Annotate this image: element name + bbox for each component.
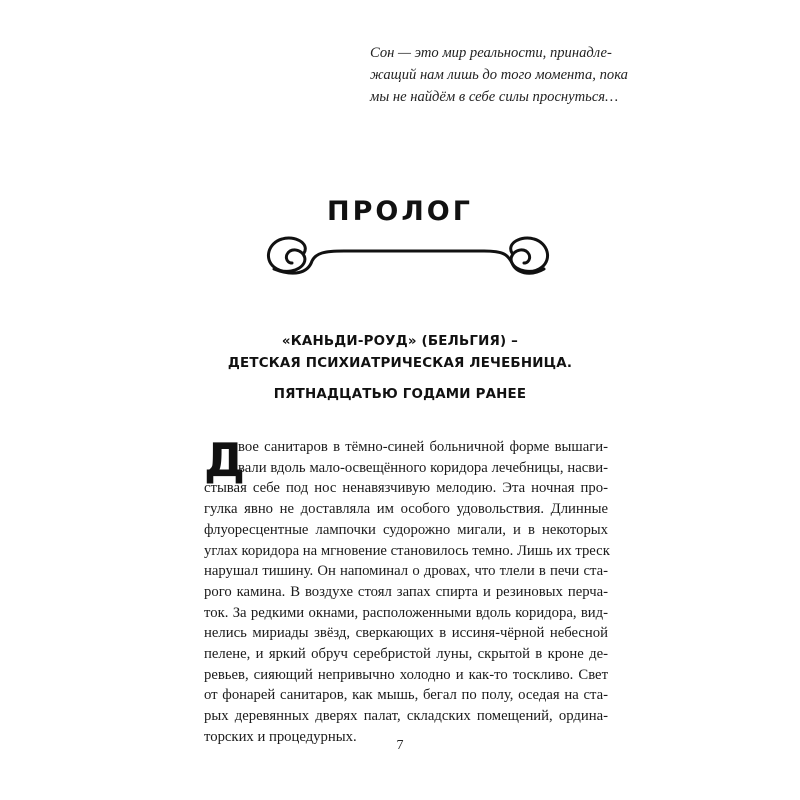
page-number: 7 bbox=[396, 738, 404, 753]
epigraph-line: мы не найдём в себе силы проснуться… bbox=[370, 89, 619, 105]
body-line: ревьев, сияющий непривычно холодно и как-то тоскливо. Свет bbox=[204, 666, 608, 683]
body-line: пелене, и яркий обруч серебристой луны, скрытой в кроне де- bbox=[204, 646, 608, 663]
setting-place-line: ДЕТСКАЯ ПСИХИАТРИЧЕСКАЯ ЛЕЧЕБНИЦА. bbox=[227, 356, 573, 371]
setting-place-line: «КАНЬДИ-РОУД» (БЕЛЬГИЯ) – bbox=[281, 334, 519, 349]
body-line: вали вдоль мало-освещённого коридора лечебницы, насви- bbox=[238, 459, 608, 476]
body-line: вое санитаров в тёмно-синей больничной форме вышаги- bbox=[238, 439, 608, 455]
body-line: торских и процедурных. bbox=[204, 728, 357, 745]
body-line: нарушал тишину. Он напоминал о дровах, что тлели в печи ста- bbox=[204, 563, 608, 580]
swirl-ornament-icon bbox=[254, 233, 562, 281]
setting-time: ПЯТНАДЦАТЬЮ ГОДАМИ РАНЕЕ bbox=[273, 387, 527, 402]
body-line: нелись мириады звёзд, сверкающих в иссиня-чёрной небесной bbox=[204, 625, 608, 642]
epigraph-line: Сон — это мир реальности, принадле- bbox=[370, 45, 612, 61]
epigraph-line: жащий нам лишь до того момента, пока bbox=[370, 67, 628, 83]
setting-place bbox=[0, 331, 800, 375]
body-line: рого камина. В воздухе стоял запах спирта и резиновых перча- bbox=[204, 583, 608, 600]
epigraph bbox=[370, 42, 730, 108]
body-line: гулка явно не доставляла им особого удовольствия. Длинные bbox=[204, 501, 608, 518]
body-line: углах коридора на мгновение становилось темно. Лишь их треск bbox=[204, 542, 610, 559]
chapter-title: ПРОЛОГ bbox=[327, 196, 473, 227]
body-line: рых деревянных дверях палат, складских помещений, ордина- bbox=[204, 708, 608, 725]
body-line: флуоресцентные лампочки судорожно мигали, и в некоторых bbox=[204, 521, 608, 538]
body-paragraph bbox=[204, 433, 610, 748]
body-line: ток. За редкими окнами, расположенными вдоль коридора, вид- bbox=[204, 604, 608, 621]
body-line: стывая себе под нос ненавязчивую мелодию. Эта ночная про- bbox=[204, 480, 608, 497]
body-line: от фонарей санитаров, как мышь, бегал по полу, оседая на ста- bbox=[204, 687, 608, 704]
drop-cap: Д bbox=[204, 433, 245, 487]
